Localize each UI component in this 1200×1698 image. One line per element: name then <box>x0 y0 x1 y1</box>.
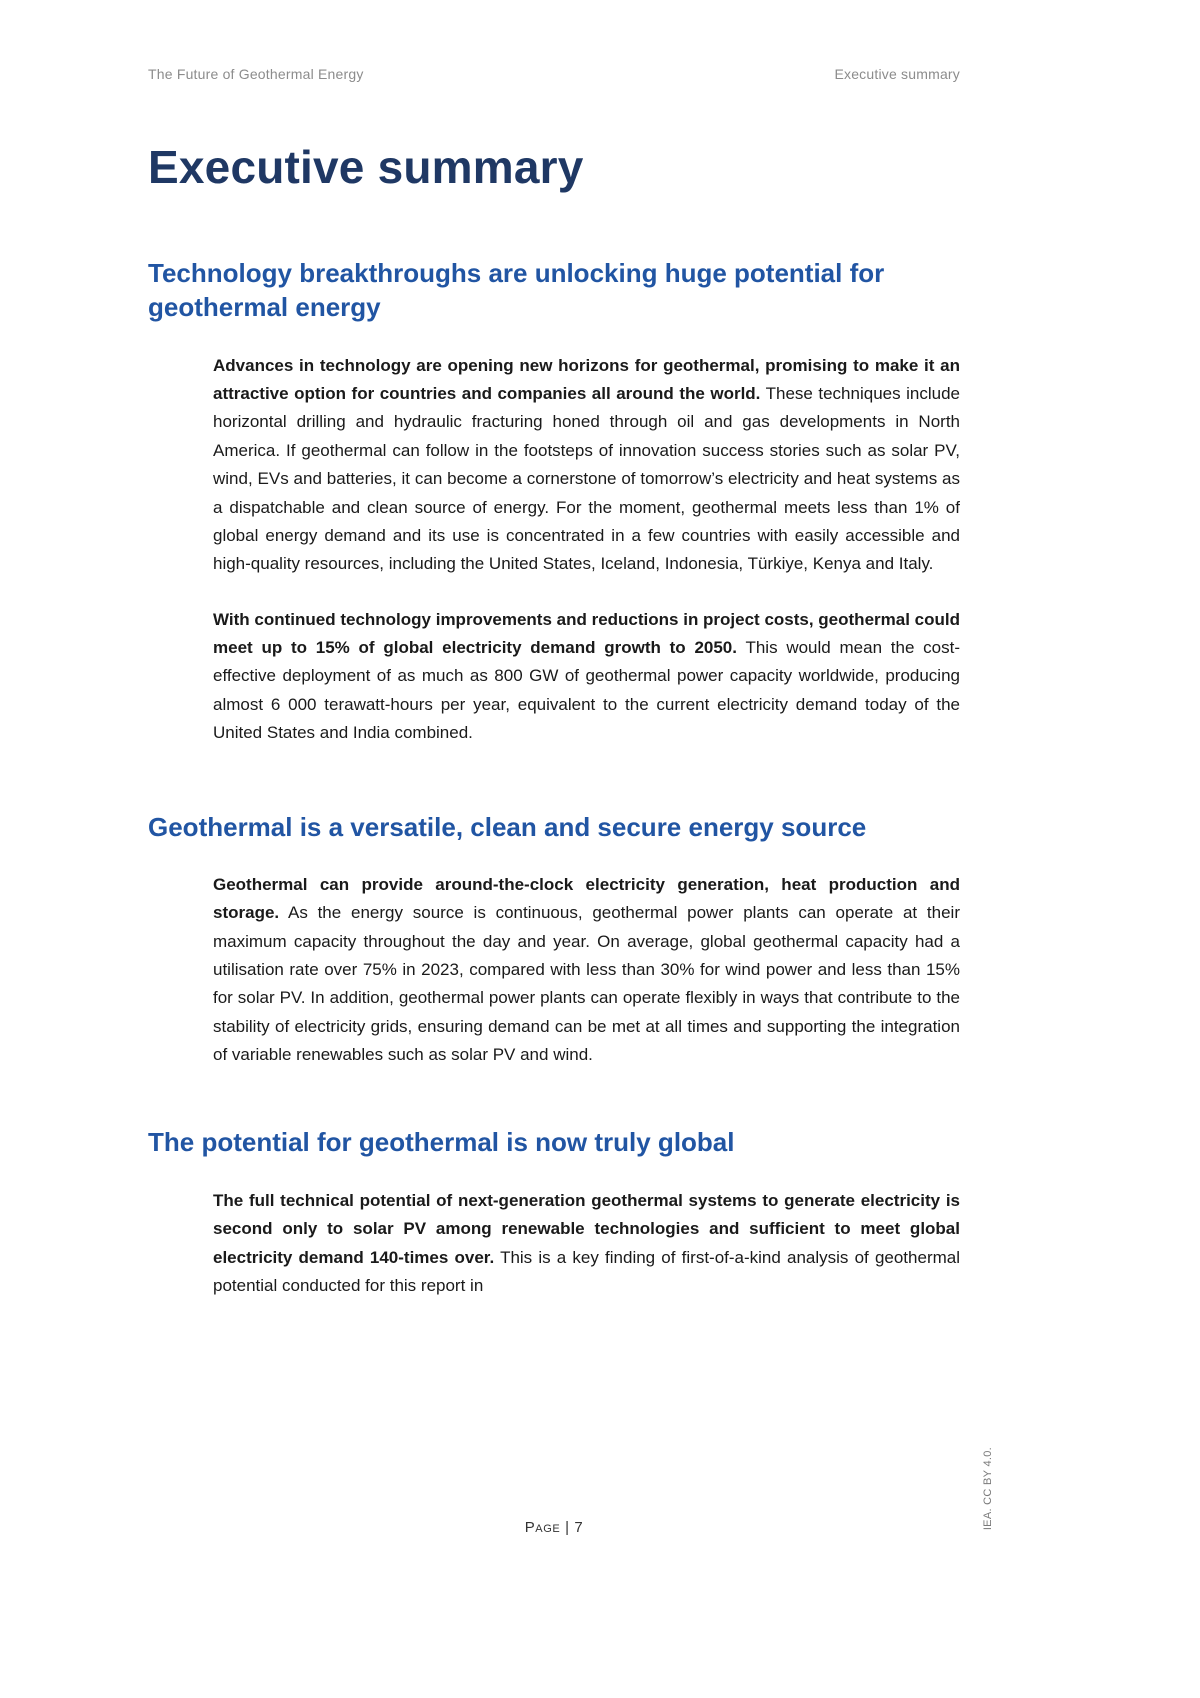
paragraph-lead: With continued technology improvements and reductions in project costs, geothermal could meet up to 15% of global electricity demand growth to 2050. <box>213 609 960 657</box>
section-heading-technology: Technology breakthroughs are unlocking huge potential for geothermal energy <box>148 258 885 323</box>
section-heading-versatile: Geothermal is a versatile, clean and secure energy source <box>148 811 867 842</box>
paragraph <box>213 871 960 1070</box>
paragraph-rest: These techniques include horizontal drilling and hydraulic fracturing honed through oil and gas developments in North America. If geothermal can follow in the footsteps of innovation success stories such as solar PV, wind, EVs and batteries, it can become a cornerstone of tomorrow’s electricity and heat systems as a dispatchable and clean source of energy. For the moment, geothermal meets less than 1% of global energy demand and its use is concentrated in a few countries with easily accessible and high-quality resources, including the United States, Iceland, Indonesia, Türkiye, Kenya and Italy. <box>213 384 960 574</box>
page-number: Page | 7 <box>524 1519 584 1536</box>
paragraph-lead: Geothermal can provide around-the-clock electricity generation, heat production and storage. <box>213 874 960 923</box>
paragraph-rest: This would mean the cost-effective deployment of as much as 800 GW of geothermal power capacity worldwide, producing almost 6 000 terawatt-hours per year, equivalent to the current electricity demand today of the United States and India combined. <box>213 638 961 743</box>
section-heading-global-potential: The potential for geothermal is now truly global <box>148 1127 735 1158</box>
paragraph <box>213 606 960 748</box>
running-header <box>148 66 960 82</box>
copyright-note: IEA. CC BY 4.0. <box>982 1446 994 1530</box>
paragraph-lead: The full technical potential of next-generation geothermal systems to generate electricity is second only to solar PV among renewable technologies and sufficient to meet global electricity demand 140-times over. <box>213 1190 960 1267</box>
paragraph <box>213 1187 960 1301</box>
header-section-label: Executive summary <box>834 66 960 82</box>
page-content <box>148 66 960 1300</box>
header-document-title: The Future of Geothermal Energy <box>148 66 364 82</box>
paragraph-rest: This is a key finding of first-of-a-kind analysis of geothermal potential conducted for this report in <box>213 1247 960 1295</box>
paragraph-lead: Advances in technology are opening new horizons for geothermal, promising to make it an attractive option for countries and companies all around the world. <box>213 355 960 403</box>
paragraph <box>213 352 960 579</box>
page-title: Executive summary <box>148 141 584 193</box>
paragraph-rest: As the energy source is continuous, geothermal power plants can operate at their maximum capacity throughout the day and year. On average, global geothermal capacity had a utilisation rate over 75% in 2023, compared with less than 30% for wind power and less than 15% for solar PV. In addition, geothermal power plants can operate flexibly in ways that contribute to the stability of electricity grids, ensuring demand can be met at all times and supporting the integration of variable renewables such as solar PV and wind. <box>213 903 960 1065</box>
